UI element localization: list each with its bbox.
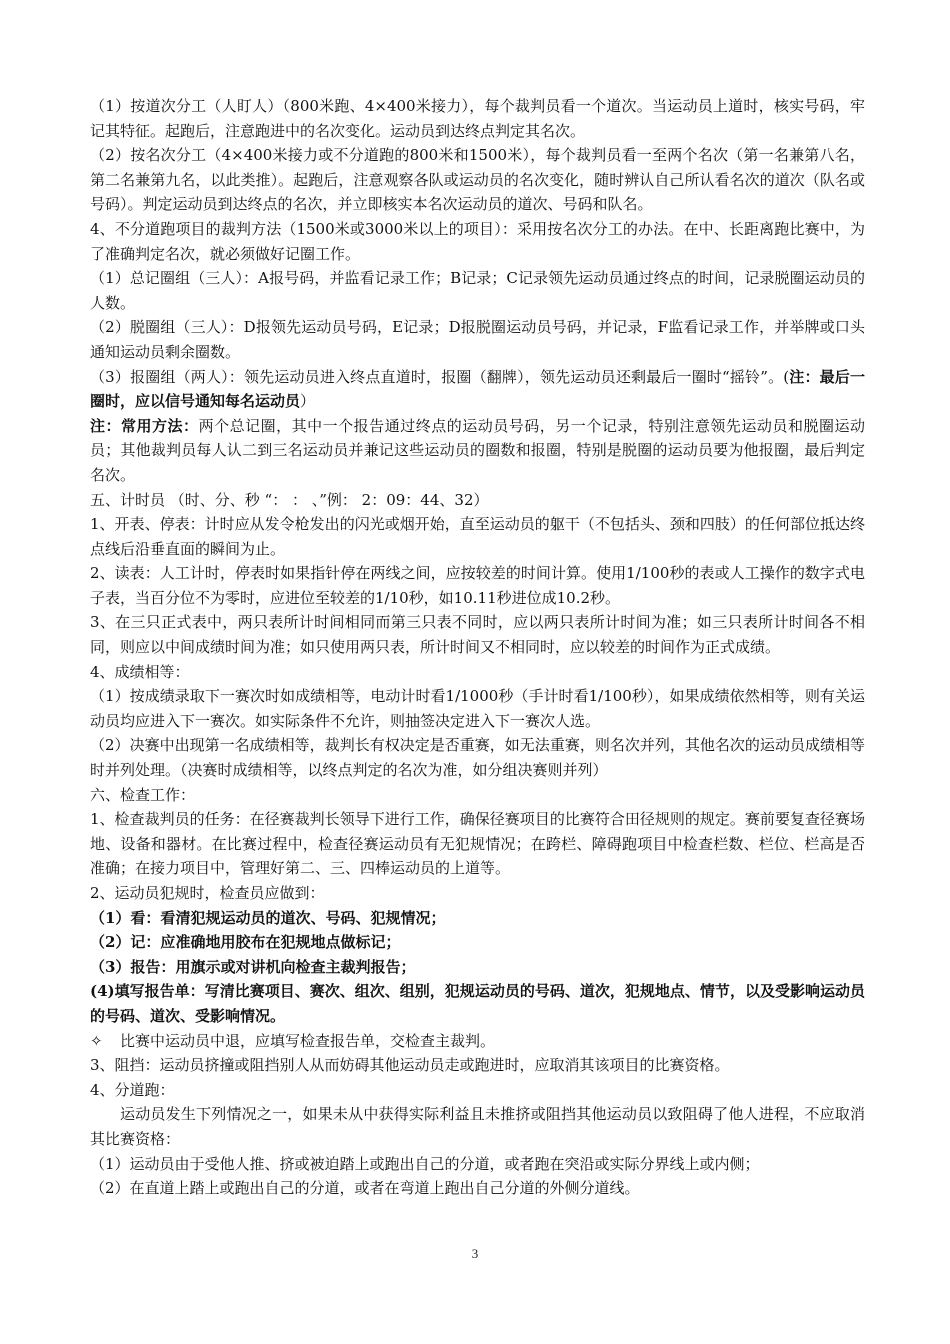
paragraph: 4、分道跑：: [90, 1080, 175, 1099]
paragraph: （1）按成绩录取下一赛次时如成绩相等，电动计时看1/1000秒（手计时看1/100秒），如果成绩依然相等，则有关运动员均应进入下一赛次。如实际条件不允许，则抽签决定进入下一赛次人选。: [90, 687, 865, 730]
paragraph: [90, 414, 865, 488]
paragraph-text: 两个总记圈，其中一个报告通过终点的运动员号码，另一个记录，特别注意领先运动员和脱圈运动员；其他裁判员每人认二到三名运动员并兼记这些运动员的圈数和报圈，特别是脱圈的运动员要为他报圈，最后判定名次。: [90, 416, 865, 484]
paragraph-text: （3）报圈组（两人）：领先运动员进入终点直道时，报圈（翻牌），领先运动员还剩最后一圈时“摇铃”。(: [90, 367, 790, 386]
paragraph: 2、读表：人工计时，停表时如果指针停在两线之间，应按较差的时间计算。使用1/100秒的表或人工操作的数字式电子表，当百分位不为零时，应进位至较差的1/10秒，如10.11秒进位成10.2秒。: [90, 564, 865, 607]
paragraph: 4、不分道跑项目的裁判方法（1500米或3000米以上的项目）：采用按名次分工的办法。在中、长距离跑比赛中，为了准确判定名次，就必须做好记圈工作。: [90, 219, 865, 263]
bold-note: 注：最后一圈时，应以信号通知每名运动员: [90, 367, 865, 411]
paragraph: 1、检查裁判员的任务：在径赛裁判长领导下进行工作，确保径赛项目的比赛符合田径规则的规定。赛前要复查径赛场地、设备和器材。在比赛过程中，检查径赛运动员有无犯规情况；在跨栏、障碍跑项目中检查栏数、栏位、栏高是否准确；在接力项目中，管理好第二、三、四棒运动员的上道等。: [90, 810, 865, 878]
paragraph: （1）总记圈组（三人）：A报号码，并监看记录工作；B记录；C记录领先运动员通过终点的时间，记录脱圈运动员的人数。: [90, 269, 865, 312]
section-heading: 五、计时员 （时、分、秒 “： ： 、”例： 2：09：44、32）: [90, 490, 489, 509]
paragraph: 3、在三只正式表中，两只表所计时间相同而第三只表不同时，应以两只表所计时间为准；如三只表所计时间各不相同，则应以中间成绩时间为准；如只使用两只表，所计时间又不相同时，应以较差的时间作为正式成绩。: [90, 613, 865, 657]
paragraph: 1、开表、停表：计时应从发令枪发出的闪光或烟开始，直至运动员的躯干（不包括头、颈和四肢）的任何部位抵达终点线后沿垂直面的瞬间为止。: [90, 515, 865, 558]
bold-list-item: （2）记：应准确地用胶布在犯规地点做标记；: [90, 933, 401, 952]
diamond-bullet-icon: ✧: [90, 1031, 103, 1050]
paragraph: （1）按道次分工（人盯人）（800米跑、4×400米接力），每个裁判员看一个道次。当运动员上道时，核实号码，牢记其特征。起跑后，注意跑进中的名次变化。运动员到达终点判定其名次。: [90, 97, 865, 140]
paragraph: 运动员发生下列情况之一，如果未从中获得实际利益且未推挤或阻挡其他运动员以致阻碍了他人进程，不应取消其比赛资格：: [90, 1105, 865, 1148]
page-number: 3: [471, 1246, 479, 1261]
paragraph: 4、成绩相等：: [90, 662, 190, 681]
section-heading: 六、检查工作：: [90, 785, 196, 804]
bold-list-item: (4)填写报告单：写清比赛项目、赛次、组次、组别，犯规运动员的号码、道次，犯规地点、情节，以及受影响运动员的号码、道次、受影响情况。: [90, 982, 865, 1025]
paragraph: （2）脱圈组（三人）：D报领先运动员号码，E记录；D报脱圈运动员号码，并记录，F监看记录工作，并举牌或口头通知运动员剩余圈数。: [90, 318, 865, 361]
paragraph: （2）在直道上踏上或跑出自己的分道，或者在弯道上跑出自己分道的外侧分道线。: [90, 1179, 640, 1198]
bold-note: 注：常用方法：: [90, 416, 199, 435]
paragraph: [90, 365, 865, 414]
paragraph-tail: ）: [300, 392, 316, 411]
paragraph: 3、阻挡：运动员挤撞或阻挡别人从而妨碍其他运动员走或跑进时，应取消其该项目的比赛资格。: [90, 1056, 730, 1075]
paragraph: （1）运动员由于受他人推、挤或被迫踏上或跑出自己的分道，或者跑在突沿或实际分界线上或内侧；: [90, 1154, 760, 1173]
bold-list-item: （3）报告：用旗示或对讲机向检查主裁判报告；: [90, 957, 416, 976]
bullet-text: 比赛中运动员中退，应填写检查报告单，交检查主裁判。: [120, 1031, 496, 1050]
bold-list-item: （1）看：看清犯规运动员的道次、号码、犯规情况；: [90, 908, 446, 927]
bullet-item: [90, 1029, 865, 1054]
paragraph: （2）决赛中出现第一名成绩相等，裁判长有权决定是否重赛，如无法重赛，则名次并列，其他名次的运动员成绩相等时并列处理。（决赛时成绩相等，以终点判定的名次为准，如分组决赛则并列）: [90, 736, 865, 780]
paragraph: 2、运动员犯规时，检查员应做到：: [90, 884, 325, 902]
document-body: [90, 94, 865, 1201]
paragraph: （2）按名次分工（4×400米接力或不分道跑的800米和1500米），每个裁判员看一至两个名次（第一名兼第八名，第二名兼第九名，以此类推）。起跑后，注意观察各队或运动员的名次变化，随时辨认自己所认看名次的道次（队名或号码）。判定运动员到达终点的名次，并立即核实本名次运动员的道次、号码和队名。: [90, 146, 865, 214]
